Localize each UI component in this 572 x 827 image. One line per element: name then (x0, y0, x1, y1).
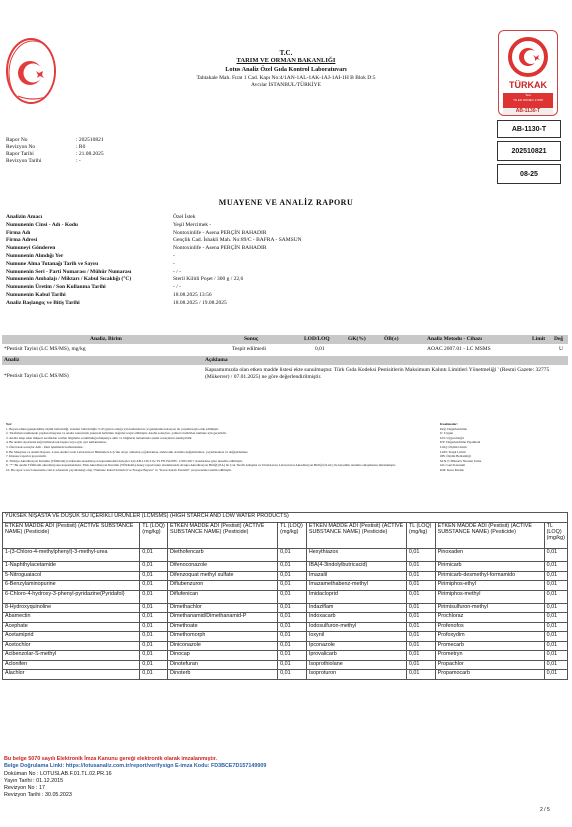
loq-value: 0,01 (140, 549, 168, 562)
col-aciklama: Açıklama (205, 357, 228, 363)
esign-notice: Bu belge 5070 sayılı Elektronik İmza Kanunu gereği elektronik olarak imzalanmıştır. (4, 756, 218, 762)
result-method: AOAC 2007.01 - LC MSMS (427, 346, 491, 352)
col-method: Analiz Metodu - Cihazı (427, 336, 482, 342)
meta-row (6, 151, 104, 158)
info-row (6, 261, 302, 269)
loq-value: 0,01 (406, 613, 435, 623)
table-row (3, 571, 568, 581)
loq-value: 0,01 (278, 651, 307, 661)
meta-key: Revizyon No (6, 144, 36, 150)
legend-item: Değ: Değerlendirme (440, 426, 468, 431)
meta-value: : 21.08.2025 (76, 151, 104, 157)
substance-name: Indoxacarb (306, 613, 406, 623)
loq-value: 0,01 (544, 651, 567, 661)
substance-name: Isoproturon (306, 670, 406, 680)
substance-name: Abamectin (3, 613, 140, 623)
substance-name: Diethofencarb (168, 549, 278, 562)
description-analysis: *Pestisit Tayini (LC MS/MS) (4, 373, 69, 379)
info-value: - / - (173, 284, 181, 291)
header-name: ETKEN MADDE ADI (Pestisit) (ACTIVE SUBSTANCE NAME) (Pesticide) (168, 523, 278, 549)
result-lod: 0,01 (315, 346, 325, 352)
substance-name: Pirimicarb (435, 562, 544, 572)
description-header (2, 356, 568, 365)
loq-value: 0,01 (140, 613, 168, 623)
turkak-logo (498, 30, 558, 116)
loq-value: 0,01 (278, 571, 307, 581)
info-value: Nontoxinlife - Asena PERÇİN BAHADIR (173, 229, 267, 236)
header-tl: TL (LOQ) (mg/kg) (544, 523, 567, 549)
report-meta (6, 137, 104, 165)
turkak-line1: Test (525, 93, 531, 97)
note-line: 6. Bu Muayene ve Analiz Raporu, Lotus Analiz Gıda Laboratuvarı Hizmetleri A.Ş.'nin onayı olmadan çoğaltılamaz, elektronik ortamda değiştirilemez, yayınlanamaz ve değiştirilemez. (6, 449, 249, 454)
table-body (3, 549, 568, 680)
substance-name: Acetochlor (3, 641, 140, 651)
substance-name: 1-Naphthylacetamide (3, 562, 140, 572)
loq-value: 0,01 (278, 603, 307, 613)
info-row (6, 300, 302, 308)
turkak-standard (503, 93, 553, 108)
verify-link[interactable]: Belge Doğrulama Linki: https://lotusanaliz.com.tr/report/verifysign E-imza Kodu: FD3BCE7D157149909 (4, 763, 267, 770)
info-key: Numunenin Ambalajı / Miktarı / Kabul Sıcaklığı (°C) (6, 276, 132, 283)
col-limit: Limit (532, 336, 546, 342)
loq-value: 0,01 (278, 660, 307, 670)
table-row (3, 641, 568, 651)
header-name: ETKEN MADDE ADI (Pestisit) (ACTIVE SUBSTANCE NAME) (Pesticide) (3, 523, 140, 549)
footer (4, 756, 266, 800)
loq-value: 0,01 (544, 613, 567, 623)
info-key: Numunenin Üretim / Son Kullanma Tarihi (6, 284, 106, 291)
substance-name: Iodosulfuron-methyl (306, 622, 406, 632)
substance-name: 6-Chloro-4-hydroxy-3-phenyl-pyridazine(Pyridafol) (3, 590, 140, 603)
report-number-box: 202510821 (497, 141, 561, 161)
col-ob: ÖB(±) (384, 336, 399, 342)
loq-value: 0,01 (544, 562, 567, 572)
date-code-box: 08-25 (497, 164, 561, 184)
info-key: Firma Adresi (6, 237, 38, 244)
meta-value: : 202510821 (76, 137, 104, 143)
header-tl: TL (LOQ) (mg/kg) (278, 523, 307, 549)
legend-item: GK: Geri Kazanım (440, 463, 466, 468)
loq-value: 0,01 (544, 660, 567, 670)
info-value: Nontoxinlife - Asena PERÇİN BAHADIR (173, 245, 267, 252)
revision-date: Revizyon Tarihi : 30.05.2023 (4, 792, 72, 799)
info-row (6, 222, 302, 230)
loq-value: 0,01 (140, 571, 168, 581)
table-row (3, 581, 568, 591)
info-key: Numunenin Kabul Tarihi (6, 291, 66, 298)
loq-value: 0,01 (140, 632, 168, 642)
substance-name: Pirimiphos-methyl (435, 590, 544, 603)
turkak-code: AB-1130-T (503, 108, 553, 115)
meta-value: : R0 (76, 144, 86, 150)
loq-value: 0,01 (140, 562, 168, 572)
note-line: 2. Tarafımıza numunede yapılan muayene ve analiz sonucunda yukarıda belirtilen değerler tespit edilmiştir. Analiz sonuçları, yalnızca belirtilen numune için geçerlidir. (6, 431, 227, 436)
loq-value: 0,01 (544, 641, 567, 651)
substance-name: Diflubenzuron (168, 581, 278, 591)
legend-title: Kısaltmalar: (440, 422, 458, 426)
substance-name: IBA(4-3indolylbutricacid) (306, 562, 406, 572)
meta-row (6, 144, 104, 151)
substance-name: Aclonifen (3, 660, 140, 670)
loq-value: 0,01 (278, 632, 307, 642)
notes-section (6, 422, 566, 473)
loq-value: 0,01 (406, 660, 435, 670)
col-lod: LOD/LOQ (304, 336, 330, 342)
loq-value: 0,01 (278, 622, 307, 632)
meta-key: Revizyon Tarihi (6, 158, 42, 164)
substance-name: Diniconazole (168, 641, 278, 651)
substance-name: Imazamethabenz-methyl (306, 581, 406, 591)
result-analysis: *Pestisit Tayini (LC MS/MS), mg/kg (4, 346, 86, 352)
substance-name: Dimethomorph (168, 632, 278, 642)
substance-name: Prochloraz (435, 613, 544, 623)
loq-value: 0,01 (544, 632, 567, 642)
loq-value: 0,01 (278, 613, 307, 623)
result-value: Tespit edilmedi (232, 346, 266, 352)
table-row (3, 549, 568, 562)
accreditation-box: AB-1130-T (497, 120, 561, 138)
info-key: Numunenin Seri - Parti Numarası / Mühür Numarası (6, 268, 132, 275)
meta-key: Rapor No (6, 137, 28, 143)
legend-item: M.N.T: Miktarla Nicelen Tarha (440, 458, 482, 463)
report-title: MUAYENE VE ANALİZ RAPORU (218, 198, 354, 207)
note-line: 3. Analiz talep eden müşteri tarafından verilen bilgilerin sorumluluğu müşteriye aittir ve bilgilerin tamamında analiz sonuçlarını etkileyebilir. (6, 435, 193, 440)
info-key: Numune Alma Tutanağı Tarih ve Sayısı (6, 260, 99, 267)
loq-value: 0,01 (544, 670, 567, 680)
header-name: ETKEN MADDE ADI (Pestisit) (ACTIVE SUBSTANCE NAME) (Pesticide) (306, 523, 406, 549)
loq-value: 0,01 (406, 603, 435, 613)
loq-value: 0,01 (406, 549, 435, 562)
table-header-row (3, 523, 568, 549)
loq-value: 0,01 (544, 590, 567, 603)
loq-value: 0,01 (406, 632, 435, 642)
table-row (3, 603, 568, 613)
loq-value: 0,01 (278, 641, 307, 651)
substance-name: Dinoterb (168, 670, 278, 680)
substance-name: Promecarb (435, 641, 544, 651)
substance-name: Hexythiazox (306, 549, 406, 562)
col-eval: Değ (554, 336, 564, 342)
info-value: Gençlik Cad. İshakli Mah. No:89/C - BAFRA - SAMSUN (173, 237, 302, 244)
loq-value: 0,01 (278, 581, 307, 591)
substance-name: Profoxydim (435, 632, 544, 642)
legend-item: LOQ: Ölçüm Limiti (440, 444, 467, 449)
substance-name: Iprovalicarb (306, 651, 406, 661)
substance-name: Alachlor (3, 670, 140, 680)
substance-name: Difenoconazole (168, 562, 278, 572)
sample-info (6, 214, 302, 308)
header-tl: TL (LOQ) (mg/kg) (406, 523, 435, 549)
loq-value: 0,01 (544, 622, 567, 632)
loq-value: 0,01 (406, 622, 435, 632)
revision-number: Revizyon No : 17 (4, 785, 46, 792)
substance-name: Dimethoate (168, 622, 278, 632)
loq-value: 0,01 (544, 549, 567, 562)
doc-number: Doküman No : LOTUSLAB.F.01.TL.02.PR.16 (4, 770, 112, 777)
page-number: 2 / 5 (540, 807, 550, 813)
info-row (6, 284, 302, 292)
legend-item: UD: Uygun Değil (440, 435, 464, 440)
note-line: 10. Bu rapor www.lotusanaliz.com.tr adresinde yayınlandığı olup "Numune Kabul Kriterleri ve Fesagat Beyanı" ve "Karar Kuralı Prensibi" çerçevesinde tanzim edilmiştir. (6, 467, 232, 472)
substance-name: Pinoxaden (435, 549, 544, 562)
note-line: 4. Bu analiz raporunun kağıt hiliarak tek başına veya aynı ayrı kullanılamaz. (6, 440, 107, 445)
lab-address-line2: Avcılar İSTANBUL/TÜRKİYE (251, 82, 321, 88)
note-line: 8. Türkiye Akreditasyon Kurumu (TÜRKAK) tarafından akreditasyon kapsamındaki deneyler için AB-1130-T ile TS EN ISO/IEC 17025:2017 standardına göre akredite edilmiştir. (6, 458, 243, 463)
substance-name: Dimethachlor (168, 603, 278, 613)
info-value: - (173, 260, 175, 267)
info-key: Analiz Başlangıç ve Bitiş Tarihi (6, 299, 80, 306)
substance-name: 6-Benzylaminopurine (3, 581, 140, 591)
substance-name: Acetamiprid (3, 632, 140, 642)
ministry-title: TARIM VE ORMAN BAKANLIĞI (236, 57, 336, 64)
note-line: 1. Beyan edilen genişletilmiş ölçüm belirsizliği, standart belirsizliğin % 95 güven aralığı için kullanılan k=2 genişletme katsayısı ile çarpılmasıyla elde edilmiştir. (6, 426, 220, 431)
loq-value: 0,01 (278, 590, 307, 603)
loq-value: 0,01 (140, 590, 168, 603)
loq-value: 0,01 (406, 670, 435, 680)
table-row (3, 632, 568, 642)
substance-name: Ioxynil (306, 632, 406, 642)
substance-name: Acibenzolar-S-methyl (3, 651, 140, 661)
substance-name: Pirimicarb-desmethyl-formamido (435, 571, 544, 581)
info-key: Analizin Amacı (6, 214, 43, 220)
substance-name: 1-(3-Chloro-4-methylphenyl)-3-methyl-urea (3, 549, 140, 562)
legend-item: DY: Değerlendirme Yapılmadı (440, 440, 481, 445)
table-row (3, 613, 568, 623)
loq-value: 0,01 (406, 562, 435, 572)
info-value: Yeşil Mercimek - (173, 221, 212, 228)
substance-name: 5-Nitroguaiacol (3, 571, 140, 581)
loq-value: 0,01 (278, 670, 307, 680)
substance-name: Diflufenican (168, 590, 278, 603)
pesticide-table (2, 512, 568, 680)
loq-value: 0,01 (278, 549, 307, 562)
meta-row (6, 137, 104, 144)
table-title-row (3, 513, 568, 523)
table-row (3, 590, 568, 603)
table-row (3, 670, 568, 680)
note-line: 5. Özel istek sonuçlar Adli - İdari işlemlerde kullanılamaz. (6, 444, 84, 449)
loq-value: 0,01 (406, 641, 435, 651)
publish-date: Yayın Tarihi : 01.12.2015 (4, 777, 64, 784)
col-gk: GK(%) (348, 336, 366, 342)
loq-value: 0,01 (544, 581, 567, 591)
info-value: 18.08.2025 / 19.08.2025 (173, 299, 227, 306)
loq-value: 0,01 (406, 581, 435, 591)
turkak-name: TÜRKAK (509, 80, 547, 90)
turkak-line2: TS EN ISO/IEC 17025 (513, 98, 543, 102)
info-value: - / - (173, 268, 181, 275)
loq-value: 0,01 (406, 651, 435, 661)
info-key: Numunenin Cinsi - Adı - Kodu (6, 221, 78, 228)
header-name: ETKEN MADDE ADI (Pestisit) (ACTIVE SUBSTANCE NAME) (Pesticide) (435, 523, 544, 549)
info-key: Numunenin Alındığı Yer (6, 252, 64, 259)
turkak-emblem-icon (501, 33, 555, 81)
legend-item: LOD: Tespit Limiti (440, 449, 466, 454)
result-eval: U (559, 346, 563, 352)
substance-name: Imazalil (306, 571, 406, 581)
loq-value: 0,01 (140, 622, 168, 632)
table-row (3, 660, 568, 670)
table-title: YÜKSEK NİŞASTA VE DÜŞÜK SU İÇERİKLİ ÜRÜNLER (LCMSMS) (HIGH STARCH AND LOW WATER PRODUCTS) (3, 513, 568, 523)
table-row (3, 562, 568, 572)
description-row (2, 367, 568, 387)
col-result: Sonuç (244, 336, 259, 342)
info-row (6, 245, 302, 253)
loq-value: 0,01 (140, 581, 168, 591)
loq-value: 0,01 (140, 603, 168, 613)
legend-item: ÖB: Ölçüm Belirsizliği (440, 454, 471, 459)
info-key: Numuneyi Gönderen (6, 245, 56, 252)
loq-value: 0,01 (140, 651, 168, 661)
info-row (6, 253, 302, 261)
col-analiz: Analiz (4, 357, 20, 363)
loq-value: 0,01 (544, 571, 567, 581)
notes-title: Not: (6, 422, 13, 426)
note-line: 9. "*" Bu analiz TÜRKAK akreditasyonu kapsamındadır. Türk Akreditasyon Kurumu (TÜRKAK) deney raporlarının tanınmasında Avrupa Akreditasyon Birliği (EA) ile Çok Taraflı Anlaşma ve Uluslararası Laboratuvar Akreditasyon Birliği (ILAC) ile karşılıklı tanınma anlaşmasını imzalamıştır. (6, 463, 396, 468)
lab-name: Lotus Analiz Özel Gıda Kontrol Laboratuvarı (225, 66, 347, 73)
substance-name: Indaziflam (306, 603, 406, 613)
substance-name: Profenofos (435, 622, 544, 632)
substance-name: Ipconazole (306, 641, 406, 651)
description-text: Kapsamımızda olan etken madde listesi ekte sunulmuştur. Türk Gıda Kodeksi Pestisitlerin Maksimum Kalıntı Limitleri Yönetmeliği ' (Resmi Gazete: 32775 (Mükerrer) / 07.01.2025) ne göre değerlendirilmiştir. (205, 367, 550, 380)
meta-row (6, 158, 104, 165)
table-row (3, 651, 568, 661)
col-analysis: Analiz, Birim (90, 336, 122, 342)
lab-address-line1: Tahtakale Mah. Fırat 1 Cad. Kapı No:4/1AN-1AL-1AK-1AJ-1AI-1H B Blok D:5 (196, 75, 376, 81)
substance-name: Prometryn (435, 651, 544, 661)
info-value: Steril Kilitli Poşet / 300 g / 22,6 (173, 276, 244, 283)
loq-value: 0,01 (140, 641, 168, 651)
results-row (2, 345, 568, 354)
substance-name: Dimethanamid/Dimethanamid-P (168, 613, 278, 623)
loq-value: 0,01 (544, 603, 567, 613)
substance-name: Pirimisulfuron-methyl (435, 603, 544, 613)
meta-value: : - (76, 158, 81, 164)
info-row (6, 214, 302, 222)
substance-name: Propamocarb (435, 670, 544, 680)
substance-name: Difenzoquat methyl sulfate (168, 571, 278, 581)
republic-title: T.C. (279, 49, 293, 57)
substance-name: Propachlor (435, 660, 544, 670)
info-value: Özel İstek (173, 214, 196, 220)
loq-value: 0,01 (278, 562, 307, 572)
substance-name: Pirimiphos-ethyl (435, 581, 544, 591)
substance-name: Imidacloprid (306, 590, 406, 603)
substance-name: Acephate (3, 622, 140, 632)
header-tl: TL (LOQ) (mg/kg) (140, 523, 168, 549)
info-row (6, 276, 302, 284)
info-value: 18.08.2025 13:56 (173, 291, 212, 298)
info-row (6, 292, 302, 300)
legend-item: KM: Kuru Madde (440, 467, 464, 472)
substance-name: 8-Hydroxyquinoline (3, 603, 140, 613)
meta-key: Rapor Tarihi (6, 151, 34, 157)
substance-name: Dinocap (168, 651, 278, 661)
loq-value: 0,01 (406, 590, 435, 603)
substance-name: Isoprothiolane (306, 660, 406, 670)
info-value: - (173, 252, 175, 259)
results-header (2, 335, 568, 344)
substance-name: Dinotefuran (168, 660, 278, 670)
info-key: Firma Adı (6, 229, 31, 236)
note-line: 7. İmzasız raporlar geçersizdir. (6, 454, 47, 459)
loq-value: 0,01 (406, 571, 435, 581)
table-row (3, 622, 568, 632)
legend-item: U: Uygun (440, 431, 454, 436)
loq-value: 0,01 (140, 670, 168, 680)
loq-value: 0,01 (140, 660, 168, 670)
